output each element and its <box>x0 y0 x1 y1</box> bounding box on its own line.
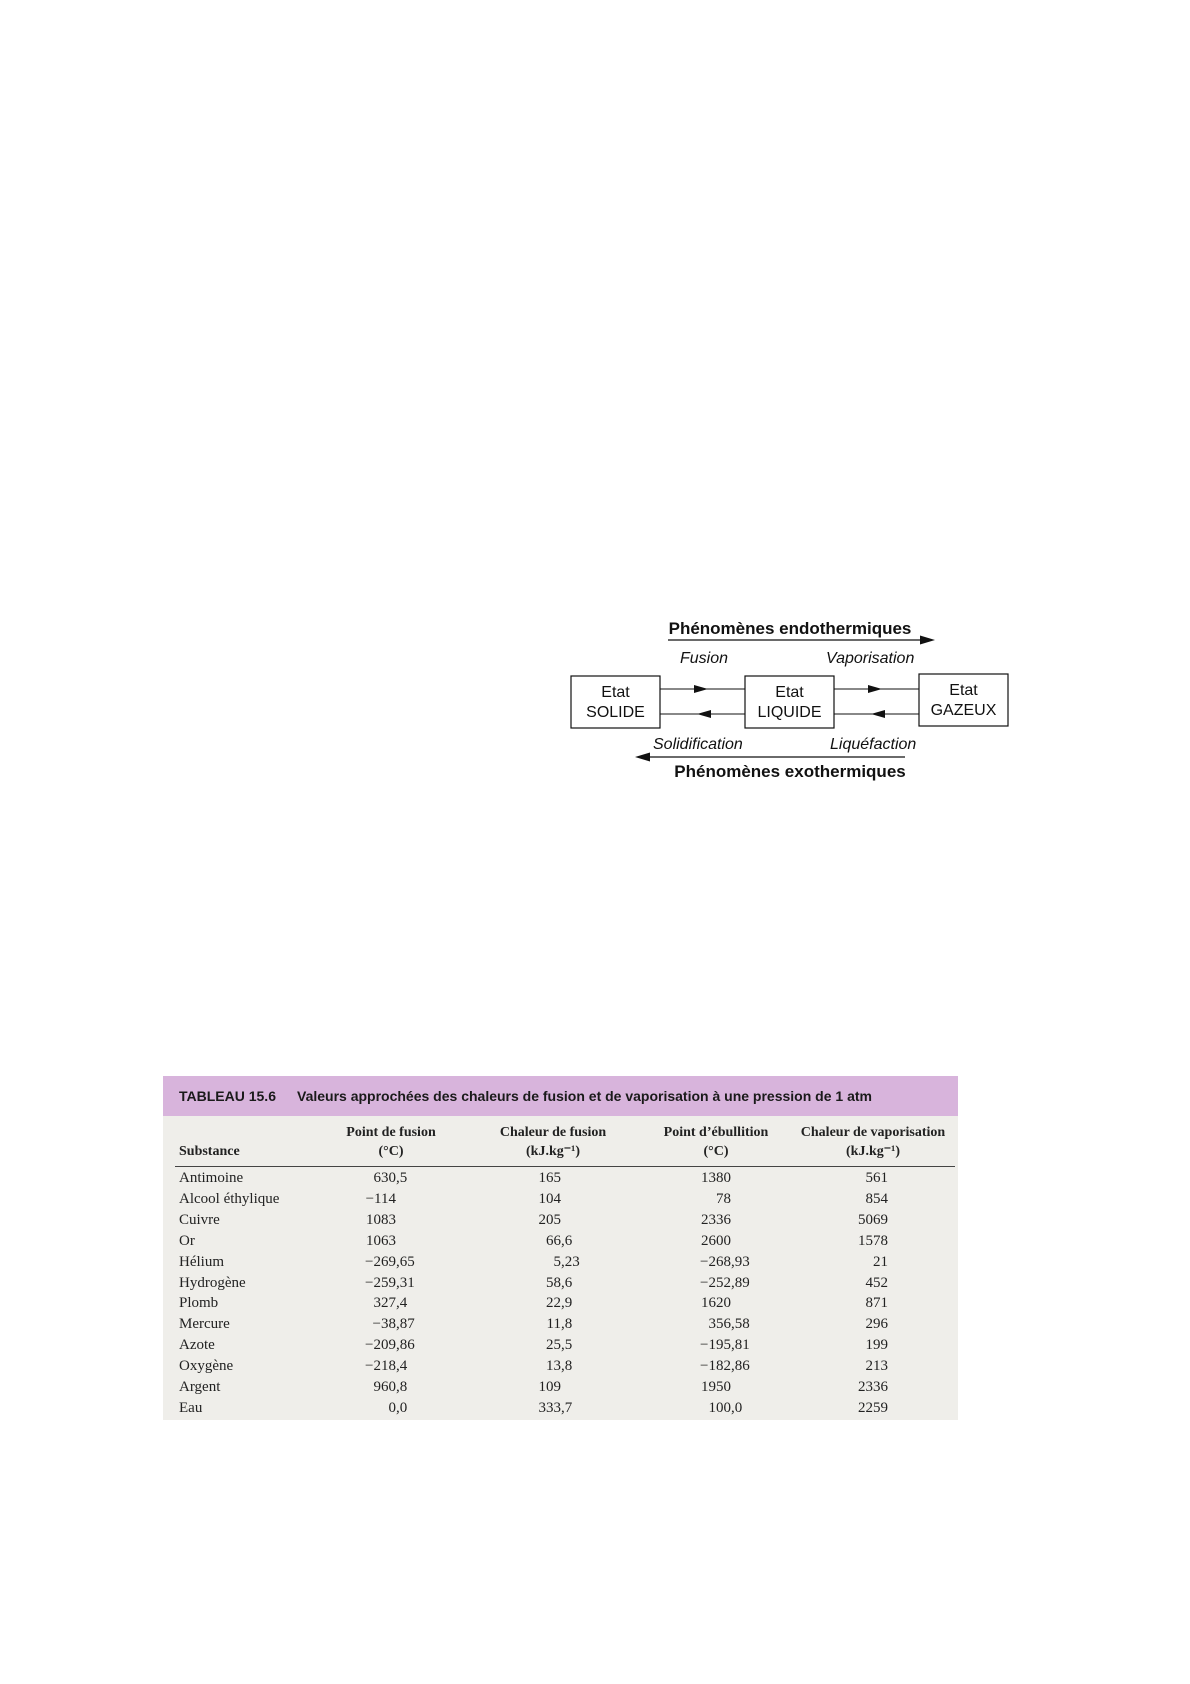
column-header-heat-of-fusion <box>468 1123 638 1161</box>
value-integer-part: 22 <box>546 1295 561 1312</box>
state-solide-line1: Etat <box>601 684 630 701</box>
value-integer-part: 960 <box>373 1379 396 1395</box>
table-row <box>163 1356 958 1377</box>
value-integer-part: 58 <box>546 1274 561 1291</box>
solidification-arrowhead <box>697 710 711 718</box>
value-decimal-part: ,9 <box>561 1295 573 1312</box>
cell-boiling-point <box>671 1314 750 1335</box>
value-integer-part: 854 <box>865 1190 888 1207</box>
cell-heat-of-vaporisation <box>828 1398 888 1419</box>
column-header-unit: (°C) <box>703 1144 729 1159</box>
cell-substance: Mercure <box>179 1316 230 1333</box>
endothermic-label: Phénomènes endothermiques <box>668 619 912 638</box>
fusion-arrowhead <box>694 685 708 693</box>
cell-heat-of-vaporisation <box>828 1252 888 1273</box>
fusion-label: Fusion <box>680 650 729 667</box>
value-decimal-part: ,31 <box>396 1274 415 1291</box>
value-integer-part: 561 <box>865 1170 888 1186</box>
column-header-unit: (kJ.kg⁻¹) <box>846 1144 900 1159</box>
value-integer-part: 2600 <box>701 1232 731 1249</box>
value-integer-part: 100 <box>708 1399 731 1416</box>
cell-melting-point <box>336 1210 396 1231</box>
cell-heat-of-vaporisation <box>828 1356 888 1377</box>
cell-heat-of-fusion <box>501 1189 561 1210</box>
state-change-diagram <box>560 610 1020 790</box>
value-integer-part: 66 <box>546 1232 561 1249</box>
cell-boiling-point <box>671 1356 750 1377</box>
column-header-name: Chaleur de vaporisation <box>800 1125 946 1140</box>
value-decimal-part: ,23 <box>561 1253 580 1270</box>
value-integer-part: 5069 <box>858 1211 888 1228</box>
value-integer-part: 21 <box>873 1253 888 1270</box>
cell-boiling-point <box>671 1335 750 1356</box>
cell-substance: Antimoine <box>179 1170 244 1186</box>
liquefaction-label: Liquéfaction <box>830 736 917 753</box>
cell-heat-of-vaporisation <box>828 1231 888 1252</box>
table-title-band <box>163 1076 958 1116</box>
state-gazeux-line1: Etat <box>949 682 978 699</box>
value-integer-part: −182 <box>700 1358 731 1375</box>
value-decimal-part: ,8 <box>561 1358 573 1375</box>
value-integer-part: 78 <box>716 1190 731 1207</box>
cell-melting-point <box>336 1293 407 1314</box>
value-integer-part: −252 <box>700 1274 731 1291</box>
cell-boiling-point <box>671 1189 731 1210</box>
cell-melting-point <box>336 1273 415 1294</box>
value-integer-part: 452 <box>865 1274 888 1291</box>
value-integer-part: −114 <box>365 1190 396 1207</box>
value-integer-part: 109 <box>538 1379 561 1395</box>
cell-heat-of-vaporisation <box>828 1168 888 1189</box>
cell-heat-of-fusion <box>501 1293 572 1314</box>
cell-heat-of-fusion <box>501 1335 572 1356</box>
value-decimal-part: ,86 <box>396 1337 415 1354</box>
value-decimal-part: ,7 <box>561 1399 573 1416</box>
state-solide-line2: SOLIDE <box>586 704 645 721</box>
value-integer-part: 25 <box>546 1337 561 1354</box>
value-integer-part: 2259 <box>858 1399 888 1416</box>
cell-heat-of-vaporisation <box>828 1273 888 1294</box>
cell-boiling-point <box>671 1210 731 1231</box>
value-integer-part: 1950 <box>701 1379 731 1395</box>
value-decimal-part: ,0 <box>731 1399 743 1416</box>
table-row <box>163 1377 958 1398</box>
value-integer-part: 2336 <box>858 1379 888 1395</box>
value-decimal-part: ,81 <box>731 1337 750 1354</box>
exothermic-arrowhead <box>635 753 650 762</box>
value-integer-part: 1380 <box>701 1170 731 1186</box>
value-integer-part: 327 <box>373 1295 396 1312</box>
value-integer-part: 1620 <box>701 1295 731 1312</box>
cell-heat-of-fusion <box>501 1210 561 1231</box>
cell-substance: Azote <box>179 1337 215 1354</box>
value-integer-part: 5 <box>553 1253 561 1270</box>
table-row <box>163 1335 958 1356</box>
cell-heat-of-fusion <box>501 1273 572 1294</box>
cell-melting-point <box>336 1377 407 1398</box>
cell-heat-of-vaporisation <box>828 1293 888 1314</box>
column-header-name: Point d’ébullition <box>663 1125 769 1140</box>
cell-boiling-point <box>671 1168 731 1189</box>
value-decimal-part: ,8 <box>396 1379 408 1395</box>
value-integer-part: 1578 <box>858 1232 888 1249</box>
value-decimal-part: ,86 <box>731 1358 750 1375</box>
value-integer-part: 11 <box>546 1316 561 1333</box>
value-integer-part: 213 <box>865 1358 888 1375</box>
header-rule <box>175 1166 955 1167</box>
cell-heat-of-fusion <box>501 1377 561 1398</box>
value-decimal-part: ,93 <box>731 1253 750 1270</box>
column-header-name: Point de fusion <box>346 1125 436 1140</box>
cell-heat-of-vaporisation <box>828 1314 888 1335</box>
value-decimal-part: ,4 <box>396 1295 408 1312</box>
cell-heat-of-fusion <box>501 1231 572 1252</box>
cell-melting-point <box>336 1398 407 1419</box>
value-integer-part: 13 <box>546 1358 561 1375</box>
value-integer-part: 333 <box>538 1399 561 1416</box>
value-integer-part: 205 <box>538 1211 561 1228</box>
cell-boiling-point <box>671 1252 750 1273</box>
endothermic-arrowhead <box>920 636 935 645</box>
cell-boiling-point <box>671 1293 731 1314</box>
value-decimal-part: ,6 <box>561 1232 573 1249</box>
cell-melting-point <box>336 1189 396 1210</box>
cell-boiling-point <box>671 1273 750 1294</box>
value-decimal-part: ,58 <box>731 1316 750 1333</box>
cell-heat-of-fusion <box>501 1252 580 1273</box>
value-integer-part: −38 <box>372 1316 396 1333</box>
table-title: Valeurs approchées des chaleurs de fusion et de vaporisation à une pression de 1 atm <box>297 1088 872 1104</box>
cell-melting-point <box>336 1252 415 1273</box>
state-gazeux-line2: GAZEUX <box>930 702 997 719</box>
column-header-unit: (kJ.kg⁻¹) <box>526 1144 580 1159</box>
value-integer-part: 0 <box>388 1399 396 1416</box>
cell-heat-of-fusion <box>501 1398 572 1419</box>
cell-substance: Argent <box>179 1379 221 1395</box>
cell-heat-of-vaporisation <box>828 1335 888 1356</box>
value-integer-part: 199 <box>865 1337 888 1354</box>
value-integer-part: −259 <box>365 1274 396 1291</box>
cell-melting-point <box>336 1356 407 1377</box>
table-label: TABLEAU 15.6 <box>179 1088 276 1104</box>
cell-substance: Hélium <box>179 1253 224 1270</box>
table-row <box>163 1293 958 1314</box>
state-liquide-line2: LIQUIDE <box>757 704 822 721</box>
cell-heat-of-fusion <box>501 1314 572 1335</box>
cell-substance: Cuivre <box>179 1211 220 1228</box>
value-integer-part: 356 <box>708 1316 731 1333</box>
value-integer-part: −195 <box>700 1337 731 1354</box>
table-row <box>163 1398 958 1419</box>
value-integer-part: −269 <box>365 1253 396 1270</box>
table-row <box>163 1314 958 1335</box>
cell-heat-of-vaporisation <box>828 1377 888 1398</box>
value-integer-part: 871 <box>865 1295 888 1312</box>
value-integer-part: −268 <box>700 1253 731 1270</box>
cell-melting-point <box>336 1168 407 1189</box>
value-integer-part: −218 <box>365 1358 396 1375</box>
value-decimal-part: ,4 <box>396 1358 408 1375</box>
cell-melting-point <box>336 1335 415 1356</box>
table-row <box>163 1231 958 1252</box>
value-decimal-part: ,65 <box>396 1253 415 1270</box>
column-header-substance: Substance <box>179 1144 240 1159</box>
value-integer-part: 296 <box>865 1316 888 1333</box>
cell-heat-of-vaporisation <box>828 1189 888 1210</box>
table-row <box>163 1168 958 1189</box>
column-header-heat-of-vaporisation <box>788 1123 958 1161</box>
value-decimal-part: ,5 <box>396 1170 408 1186</box>
exothermic-label: Phénomènes exothermiques <box>674 762 906 781</box>
table-row <box>163 1273 958 1294</box>
cell-substance: Or <box>179 1232 195 1249</box>
value-integer-part: 165 <box>538 1170 561 1186</box>
column-header-boiling-point <box>631 1123 801 1161</box>
cell-substance: Eau <box>179 1399 203 1416</box>
value-decimal-part: ,8 <box>561 1316 573 1333</box>
cell-heat-of-fusion <box>501 1356 572 1377</box>
vaporisation-label: Vaporisation <box>826 650 915 667</box>
cell-melting-point <box>336 1231 396 1252</box>
cell-substance: Plomb <box>179 1295 219 1312</box>
column-header-unit: (°C) <box>378 1144 404 1159</box>
heat-table <box>163 1076 958 1420</box>
value-decimal-part: ,89 <box>731 1274 750 1291</box>
cell-heat-of-fusion <box>501 1168 561 1189</box>
value-integer-part: 630 <box>373 1170 396 1186</box>
cell-boiling-point <box>671 1398 742 1419</box>
column-header-name: Chaleur de fusion <box>499 1125 607 1140</box>
value-decimal-part: ,87 <box>396 1316 415 1333</box>
solidification-label: Solidification <box>653 736 743 753</box>
liquefaction-arrowhead <box>871 710 885 718</box>
value-integer-part: 2336 <box>701 1211 731 1228</box>
cell-boiling-point <box>671 1231 731 1252</box>
cell-substance: Oxygène <box>179 1358 234 1375</box>
table-row <box>163 1210 958 1231</box>
cell-substance: Hydrogène <box>179 1274 246 1291</box>
cell-boiling-point <box>671 1377 731 1398</box>
value-decimal-part: ,0 <box>396 1399 408 1416</box>
cell-heat-of-vaporisation <box>828 1210 888 1231</box>
table-row <box>163 1252 958 1273</box>
value-integer-part: 104 <box>538 1190 561 1207</box>
table-row <box>163 1189 958 1210</box>
cell-substance: Alcool éthylique <box>179 1190 280 1207</box>
value-integer-part: −209 <box>365 1337 396 1354</box>
state-liquide-line1: Etat <box>775 684 804 701</box>
value-integer-part: 1083 <box>366 1211 396 1228</box>
value-decimal-part: ,5 <box>561 1337 573 1354</box>
value-integer-part: 1063 <box>366 1232 396 1249</box>
column-header-melting-point <box>306 1123 476 1161</box>
value-decimal-part: ,6 <box>561 1274 573 1291</box>
cell-melting-point <box>336 1314 415 1335</box>
vaporisation-arrowhead <box>868 685 882 693</box>
